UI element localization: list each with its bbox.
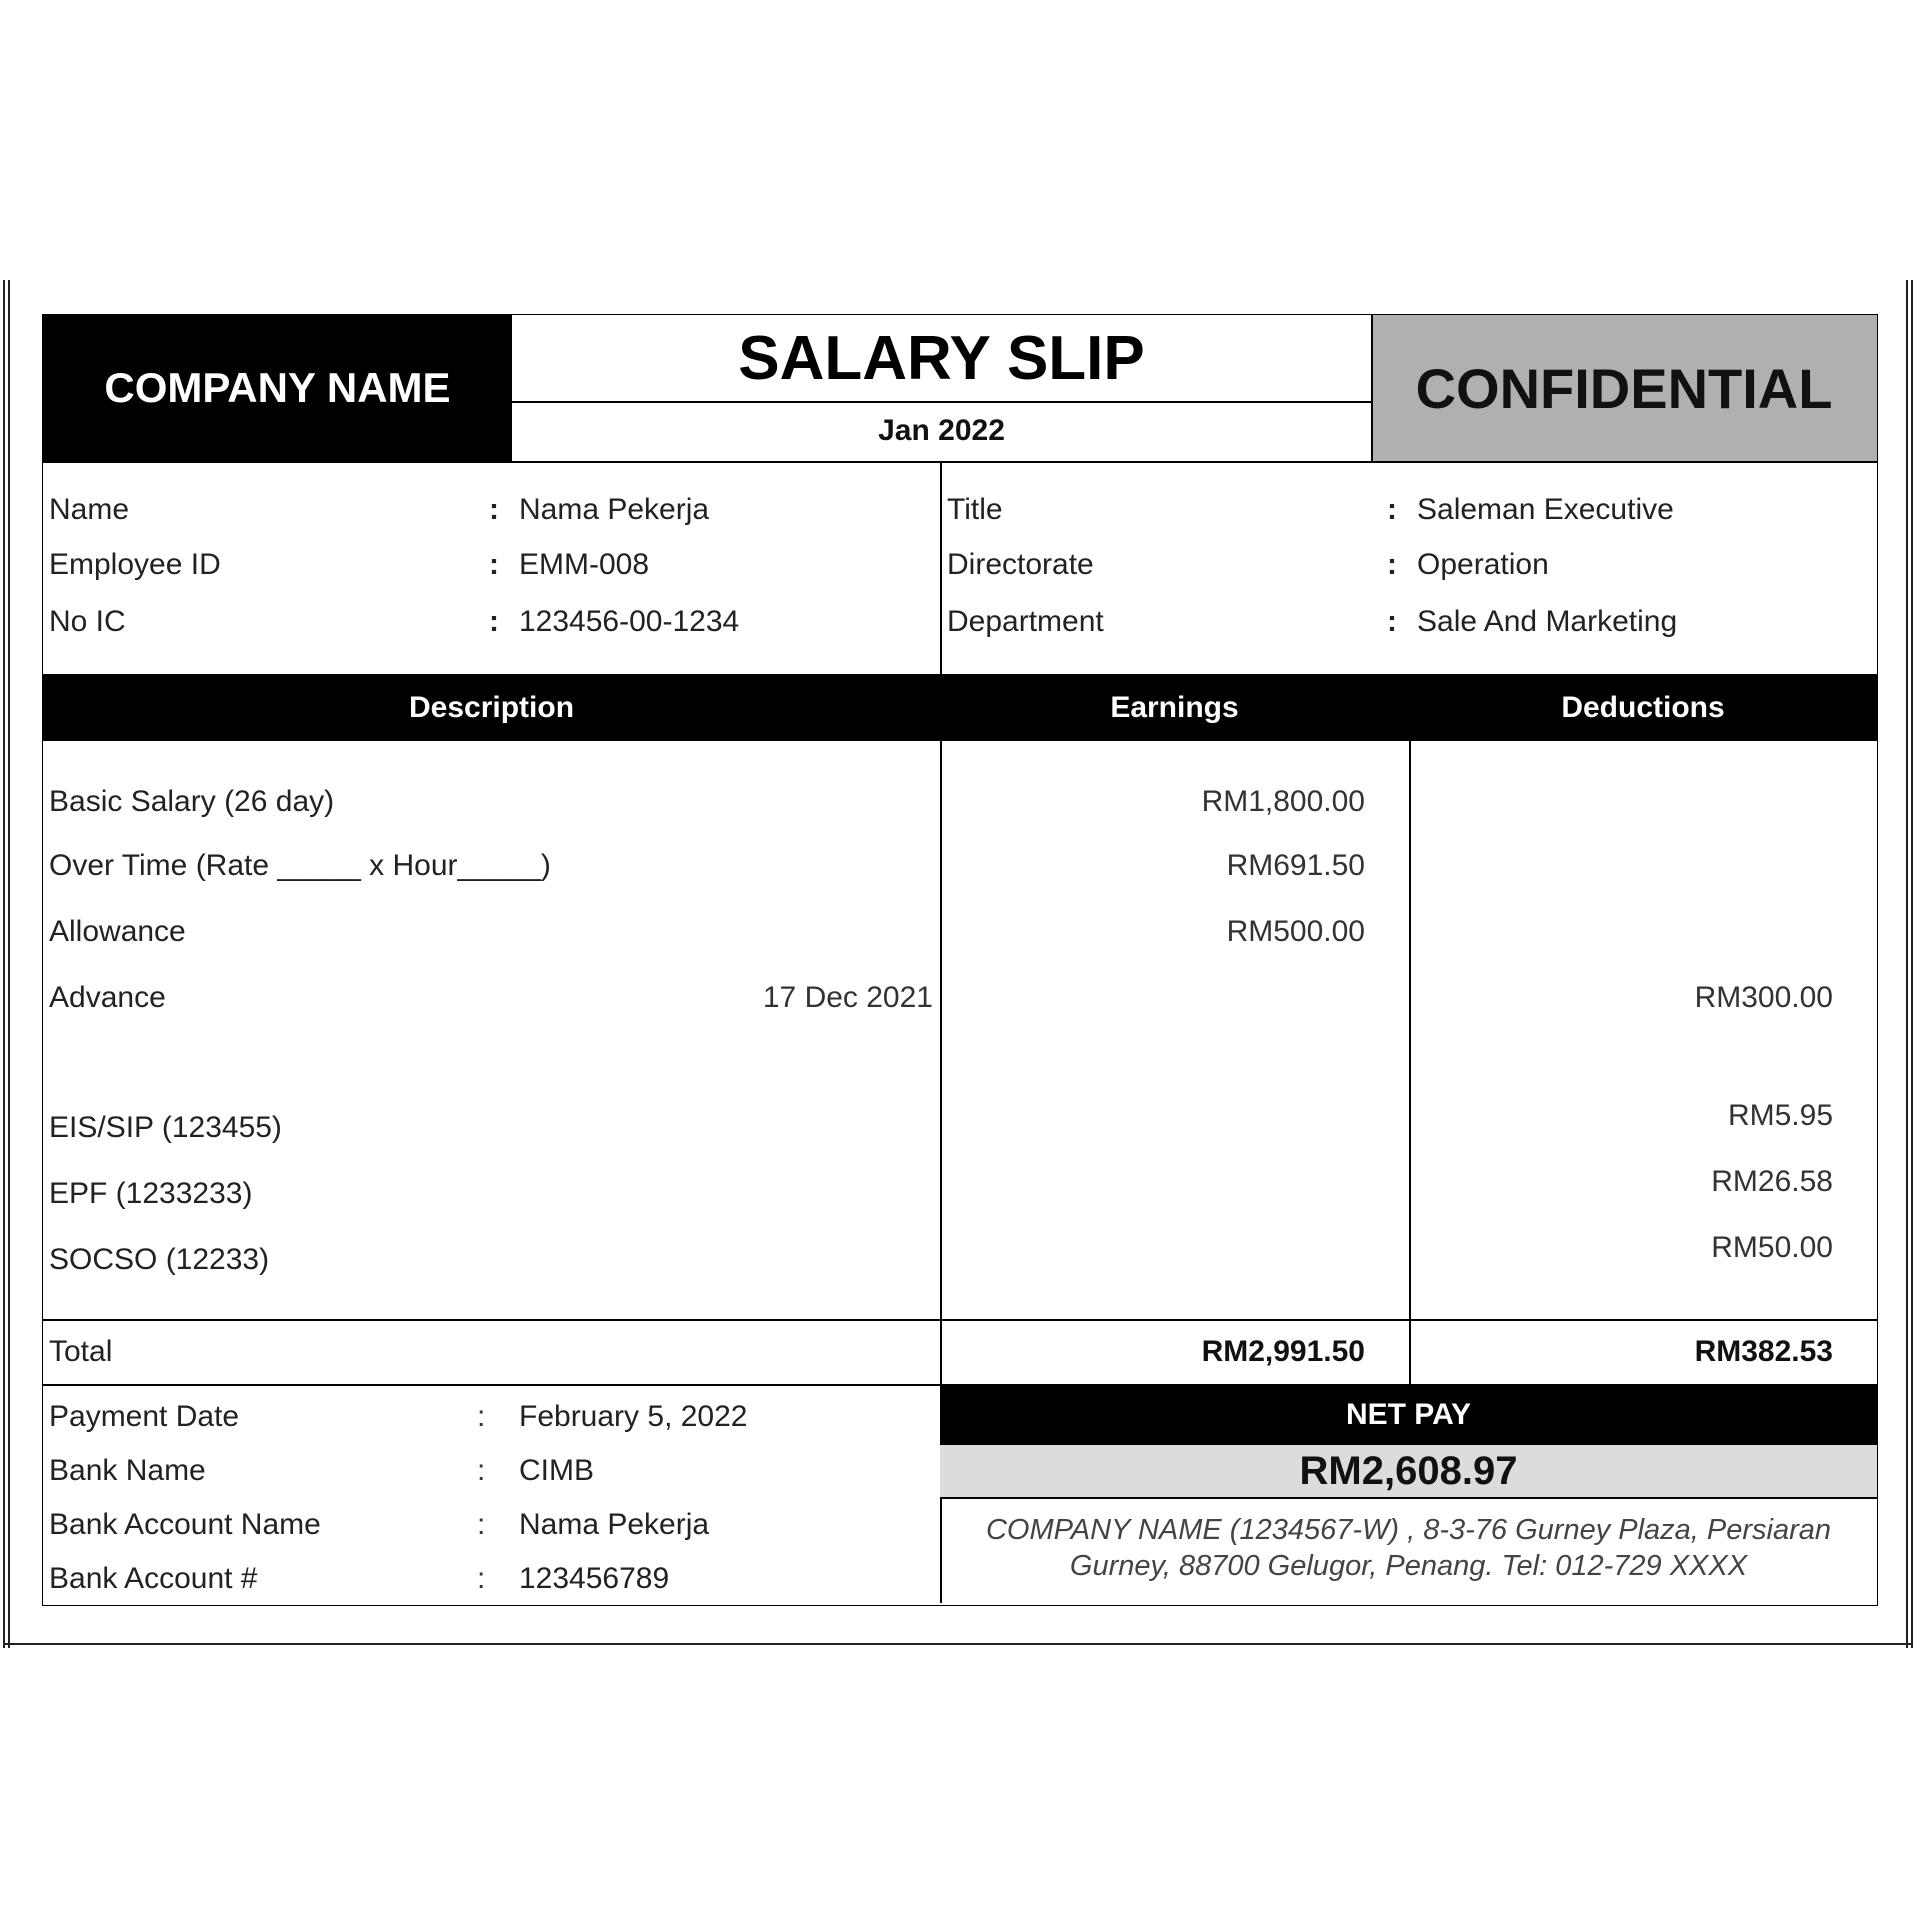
confidential-label: CONFIDENTIAL bbox=[1415, 356, 1833, 420]
row-deduction: RM5.95 bbox=[1727, 1099, 1833, 1132]
header-bottom-border bbox=[43, 461, 1877, 463]
net-pay-amount: RM2,608.97 bbox=[1299, 1448, 1518, 1493]
payment-value-date: February 5, 2022 bbox=[519, 1400, 748, 1433]
row-deduction: RM300.00 bbox=[1694, 981, 1833, 1014]
column-header-earnings: Earnings bbox=[1110, 691, 1239, 724]
row-earning: RM500.00 bbox=[1226, 915, 1365, 948]
info-label-name: Name bbox=[49, 493, 130, 526]
column-header-description: Description bbox=[408, 691, 575, 724]
payment-colon: : bbox=[477, 1562, 486, 1595]
row-deduction: RM50.00 bbox=[1711, 1231, 1833, 1264]
total-earnings: RM2,991.50 bbox=[1201, 1335, 1365, 1368]
row-earning: RM1,800.00 bbox=[1201, 785, 1365, 818]
info-value-name: Nama Pekerja bbox=[519, 493, 710, 526]
info-colon: : bbox=[489, 605, 499, 638]
company-address-line2: Gurney, 88700 Gelugor, Penang. Tel: 012-729 XXXX bbox=[1069, 1550, 1748, 1582]
frame-right-inner bbox=[1906, 280, 1908, 1648]
payment-value-bank-name: CIMB bbox=[519, 1454, 594, 1487]
header-title-divider bbox=[512, 401, 1371, 403]
net-pay-amount-cell bbox=[940, 1445, 1877, 1497]
payment-value-account-number: 123456789 bbox=[519, 1562, 670, 1595]
row-description: Basic Salary (26 day) bbox=[49, 785, 335, 818]
info-value-department: Sale And Marketing bbox=[1417, 605, 1678, 638]
row-description: Allowance bbox=[49, 915, 186, 948]
info-value-no-ic: 123456-00-1234 bbox=[519, 605, 740, 638]
row-deduction: RM26.58 bbox=[1711, 1165, 1833, 1198]
payment-value-account-name: Nama Pekerja bbox=[519, 1508, 710, 1541]
frame-left-inner bbox=[8, 280, 10, 1648]
frame-left-outer bbox=[3, 280, 5, 1648]
payment-label-date: Payment Date bbox=[49, 1400, 240, 1433]
slip-period-cell bbox=[512, 401, 1371, 461]
info-value-employee-id: EMM-008 bbox=[519, 548, 650, 581]
net-pay-label: NET PAY bbox=[1345, 1397, 1472, 1431]
payment-label-account-name: Bank Account Name bbox=[49, 1508, 321, 1541]
info-label-title: Title bbox=[947, 493, 1003, 526]
total-top-border bbox=[43, 1319, 1877, 1321]
total-label: Total bbox=[49, 1335, 113, 1368]
header-divider-right bbox=[1371, 315, 1373, 461]
total-deductions: RM382.53 bbox=[1694, 1335, 1833, 1368]
info-colon: : bbox=[1387, 548, 1397, 581]
frame-bottom bbox=[3, 1643, 1913, 1645]
company-name: COMPANY NAME bbox=[104, 364, 451, 411]
info-label-employee-id: Employee ID bbox=[49, 548, 221, 581]
table-divider-earnings bbox=[1409, 741, 1411, 1447]
info-label-department: Department bbox=[947, 605, 1104, 638]
row-description: EPF (1233233) bbox=[49, 1177, 253, 1210]
row-note: 17 Dec 2021 bbox=[762, 981, 933, 1014]
frame-right-outer bbox=[1911, 280, 1913, 1648]
row-earning: RM691.50 bbox=[1226, 849, 1365, 882]
info-value-directorate: Operation bbox=[1417, 548, 1549, 581]
row-description: Advance bbox=[49, 981, 166, 1014]
row-description: Over Time (Rate _____ x Hour_____) bbox=[49, 849, 551, 882]
info-colon: : bbox=[489, 548, 499, 581]
info-label-directorate: Directorate bbox=[947, 548, 1094, 581]
slip-title-cell bbox=[512, 315, 1371, 401]
net-pay-amount-bottom-border bbox=[940, 1497, 1877, 1499]
info-colon: : bbox=[489, 493, 499, 526]
info-colon: : bbox=[1387, 493, 1397, 526]
info-label-no-ic: No IC bbox=[49, 605, 126, 638]
column-header-deductions: Deductions bbox=[1561, 691, 1725, 724]
company-name-block bbox=[43, 315, 512, 461]
company-address bbox=[940, 1512, 1877, 1584]
row-description: EIS/SIP (123455) bbox=[49, 1111, 282, 1144]
salary-slip bbox=[42, 314, 1878, 1606]
net-pay-header bbox=[940, 1384, 1877, 1445]
row-description: SOCSO (12233) bbox=[49, 1243, 270, 1276]
payment-colon: : bbox=[477, 1454, 486, 1487]
slip-title: SALARY SLIP bbox=[738, 323, 1145, 393]
payment-label-account-number: Bank Account # bbox=[49, 1562, 258, 1595]
payment-colon: : bbox=[477, 1508, 486, 1541]
payment-colon: : bbox=[477, 1400, 486, 1433]
payment-label-bank-name: Bank Name bbox=[49, 1454, 206, 1487]
info-colon: : bbox=[1387, 605, 1397, 638]
info-value-title: Saleman Executive bbox=[1417, 493, 1674, 526]
company-address-line1: COMPANY NAME (1234567-W) , 8-3-76 Gurney Plaza, Persiaran bbox=[985, 1514, 1832, 1546]
slip-period: Jan 2022 bbox=[878, 414, 1005, 447]
confidential-block bbox=[1371, 315, 1877, 461]
